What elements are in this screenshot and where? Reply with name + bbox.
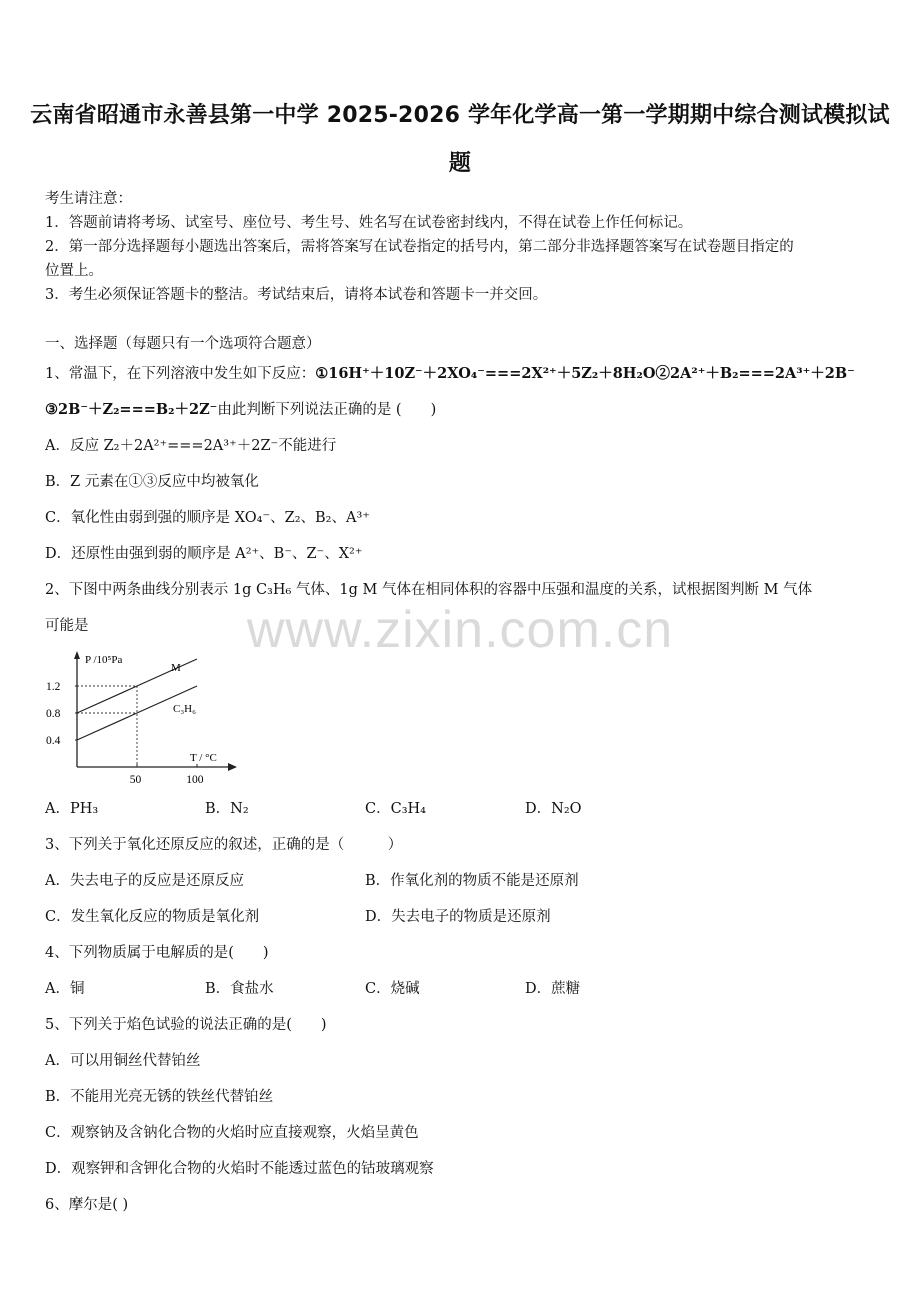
question-1-reaction-2: ②2A²⁺＋B₂===2A³⁺＋2B⁻ (655, 365, 855, 382)
y-axis-label: P /10⁵Pa (85, 654, 123, 666)
page-title: 云南省昭通市永善县第一中学 2025-2026 学年化学高一第一学期期中综合测试模拟试 (30, 103, 890, 128)
x-tick-label: 50 (129, 774, 142, 786)
y-tick-label: 0.8 (46, 708, 61, 720)
x-axis-arrow (228, 763, 237, 771)
question-1-option-b[interactable]: B．Z 元素在①③反应中均被氧化 (45, 474, 259, 490)
series-label: M (171, 662, 181, 674)
x-tick-label: 100 (186, 774, 204, 786)
question-4-option-b[interactable]: B．食盐水 (205, 981, 274, 997)
notice-item-3: 3．考生必须保证答题卡的整洁。考试结束后，请将本试卷和答题卡一并交回。 (45, 287, 548, 303)
y-tick-label: 0.4 (46, 735, 61, 747)
notice-heading: 考生请注意： (45, 191, 132, 207)
question-2-stem (45, 578, 812, 599)
question-6-stem: 6、摩尔是( ) (45, 1197, 129, 1213)
question-3-stem: 3、下列关于氧化还原反应的叙述，正确的是（ ） (45, 837, 403, 853)
notice-item-2: 2．第一部分选择题每小题选出答案后，需将答案写在试卷指定的括号内，第二部分非选择题答案写在试卷题目指定的 (45, 239, 794, 255)
question-1-reaction-1: ①16H⁺＋10Z⁻＋2XO₄⁻===2X²⁺＋5Z₂＋8H₂O (315, 365, 656, 382)
question-2-stem-cont: 可能是 (45, 618, 89, 634)
question-5-option-c[interactable]: C．观察钠及含钠化合物的火焰时应直接观察，火焰呈黄色 (45, 1125, 419, 1141)
watermark: www.zixin.com.cn (246, 601, 674, 659)
question-4-option-a[interactable]: A．铜 (45, 981, 85, 997)
question-1-line2 (45, 398, 436, 419)
question-3-option-b[interactable]: B．作氧化剂的物质不能是还原剂 (365, 873, 579, 889)
question-4-stem: 4、下列物质属于电解质的是( ) (45, 945, 269, 961)
question-2-stem-text: 下图中两条曲线分别表示 1g C₃H₆ 气体、1g M 气体在相同体积的容器中压强和温度的关系，试根据图判断 M 气体 (68, 582, 813, 598)
question-5-option-d[interactable]: D．观察钾和含钾化合物的火焰时不能透过蓝色的钴玻璃观察 (45, 1161, 434, 1177)
question-2-option-d[interactable]: D．N₂O (525, 801, 582, 817)
notice-item-2-cont: 位置上。 (45, 263, 103, 279)
question-5-option-a[interactable]: A．可以用铜丝代替铂丝 (45, 1053, 201, 1069)
question-1-intro: 常温下，在下列溶液中发生如下反应： (68, 366, 316, 382)
notice-item-1: 1．答题前请将考场、试室号、座位号、考生号、姓名写在试卷密封线内，不得在试卷上作任何标记。 (45, 215, 693, 231)
question-3-option-a[interactable]: A．失去电子的反应是还原反应 (45, 873, 244, 889)
x-axis-label: T / °C (190, 752, 217, 764)
page-title-cont: 题 (448, 151, 472, 176)
question-1-reaction-3: ③2B⁻＋Z₂===B₂＋2Z⁻ (45, 401, 218, 418)
pressure-temperature-chart (40, 645, 250, 790)
question-2-option-c[interactable]: C．C₃H₄ (365, 801, 426, 817)
question-3-option-d[interactable]: D．失去电子的物质是还原剂 (365, 909, 551, 925)
question-1-option-a[interactable]: A．反应 Z₂＋2A²⁺===2A³⁺＋2Z⁻不能进行 (45, 438, 337, 454)
question-2-option-b[interactable]: B．N₂ (205, 801, 249, 817)
question-4-option-d[interactable]: D．蔗糖 (525, 981, 581, 997)
question-2-option-a[interactable]: A．PH₃ (45, 801, 99, 817)
question-2-number: 2、 (45, 582, 69, 598)
question-5-stem: 5、下列关于焰色试验的说法正确的是( ) (45, 1017, 327, 1033)
question-1-option-d[interactable]: D．还原性由强到弱的顺序是 A²⁺、B⁻、Z⁻、X²⁺ (45, 546, 363, 562)
question-1-tail: 由此判断下列说法正确的是 ( ) (217, 402, 437, 418)
question-1-number: 1、 (45, 366, 69, 382)
y-tick-label: 1.2 (46, 681, 61, 693)
question-4-option-c[interactable]: C．烧碱 (365, 981, 420, 997)
question-5-option-b[interactable]: B．不能用光亮无锈的铁丝代替铂丝 (45, 1089, 274, 1105)
question-3-option-c[interactable]: C．发生氧化反应的物质是氧化剂 (45, 909, 260, 925)
question-1-line1 (45, 362, 855, 383)
question-1-option-c[interactable]: C．氧化性由弱到强的顺序是 XO₄⁻、Z₂、B₂、A³⁺ (45, 510, 370, 526)
series-label: C₃H₆ (173, 703, 196, 715)
section-heading: 一、选择题（每题只有一个选项符合题意） (45, 336, 321, 352)
